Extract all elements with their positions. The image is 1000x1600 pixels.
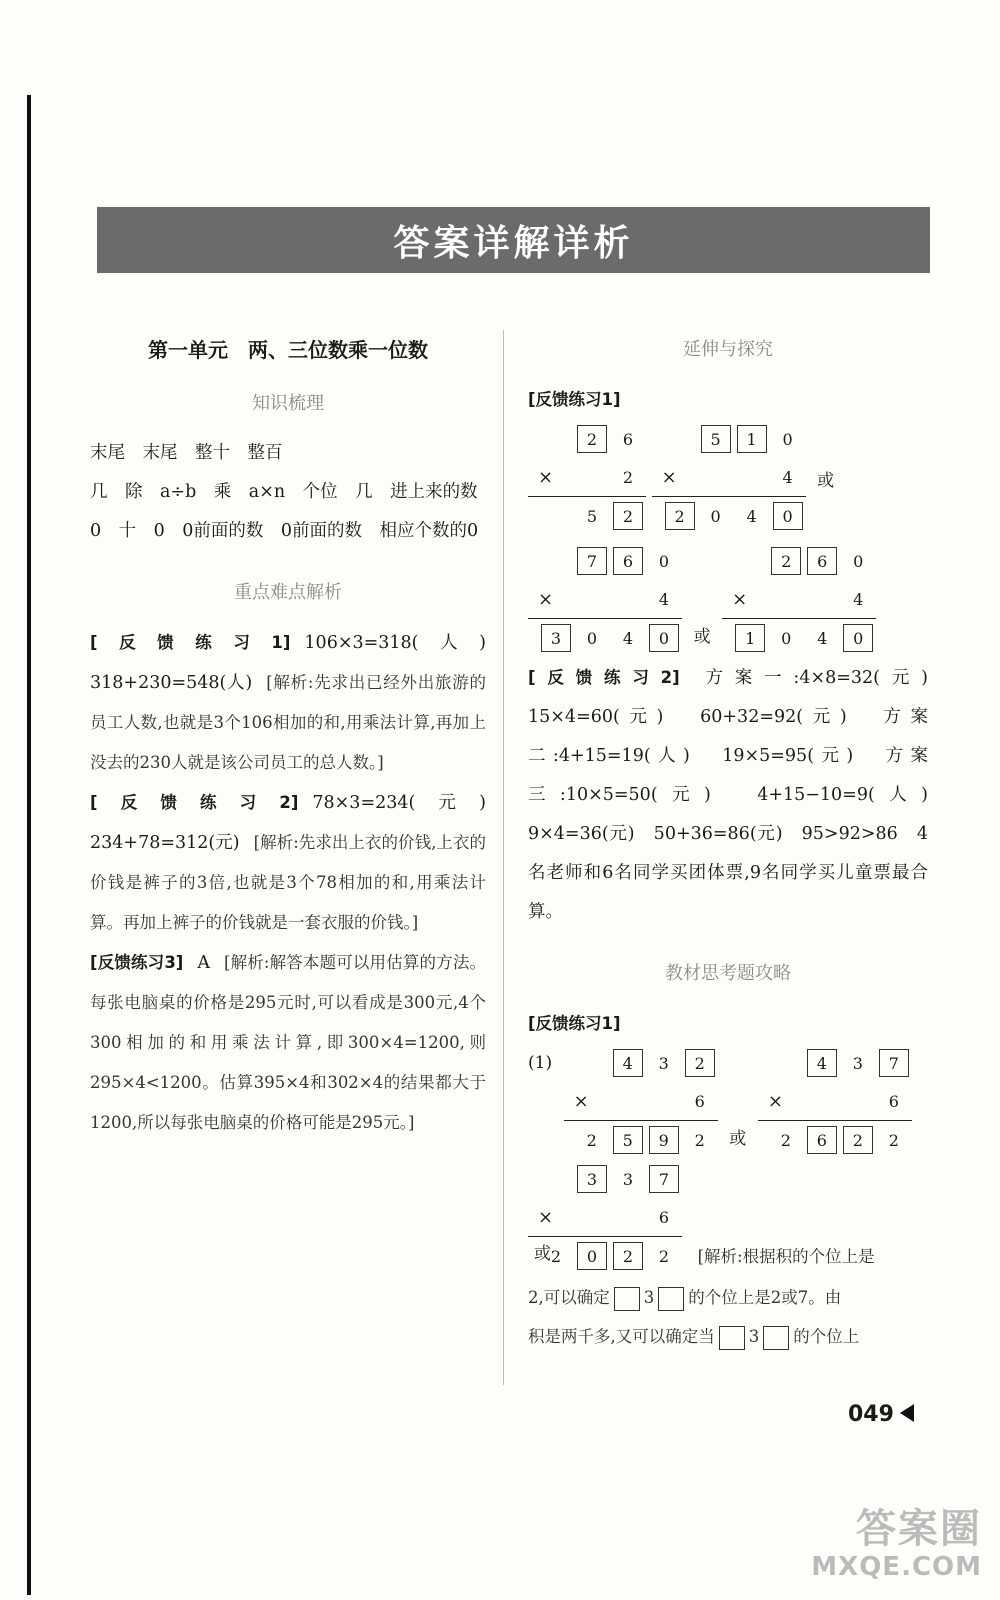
digit: 6 xyxy=(888,1091,899,1111)
exercise-tag: [反馈练习1] xyxy=(528,1014,621,1033)
exercise-note: [解析:先求出已经外出旅游的员工人数,也就是3个106相加的和,用乘法计算,再加上没去的230人就是该公司员工的总人数。] xyxy=(90,673,487,772)
multiplication xyxy=(564,1044,718,1159)
blank-box xyxy=(719,1326,745,1350)
multiplication xyxy=(722,542,876,657)
digit-box: 1 xyxy=(735,624,765,652)
times-sign: × xyxy=(573,1090,589,1112)
digit-box: 7 xyxy=(577,547,607,575)
multiplication-row-4 xyxy=(528,1160,928,1278)
digit-box: 9 xyxy=(649,1126,679,1154)
digit: 0 xyxy=(710,506,721,526)
digit: 2 xyxy=(550,1246,562,1266)
knowledge-line-2: 几 除 a÷b 乘 a×n 个位 几 进上来的数 xyxy=(90,482,478,502)
digit-box: 2 xyxy=(685,1049,715,1077)
digit-box: 6 xyxy=(807,547,837,575)
page-title: 答案详解详析 xyxy=(393,222,634,264)
right-column xyxy=(528,330,946,1356)
digit: 4 xyxy=(622,628,634,648)
multiplication-row-1 xyxy=(528,420,928,532)
digit: 3 xyxy=(852,1053,863,1073)
digit-box: 3 xyxy=(577,1165,607,1193)
digit: 0 xyxy=(853,551,864,571)
question-number: (1) xyxy=(528,1053,553,1073)
exercise-note: [解析:先求出上衣的价钱,上衣的价钱是裤子的3倍,也就是3个78相加的和,用乘法计算。再加上裤子的价钱就是一套衣服的价钱。] xyxy=(90,833,486,932)
digit-box: 0 xyxy=(577,1242,607,1270)
digit-box: 5 xyxy=(701,425,731,453)
digit-box: 2 xyxy=(613,502,643,530)
digit-box: 2 xyxy=(613,1242,643,1270)
or-label: 或 xyxy=(729,1129,747,1149)
digit-box: 2 xyxy=(771,547,801,575)
digit-box: 2 xyxy=(577,425,607,453)
multiplication xyxy=(758,1044,912,1159)
digit-box: 6 xyxy=(613,547,643,575)
column-divider xyxy=(503,330,504,1385)
section-textbook: 教材思考题攻略 xyxy=(665,963,791,984)
blank-box xyxy=(763,1326,789,1350)
digit: 6 xyxy=(622,429,634,449)
header-banner xyxy=(97,207,930,273)
digit-box: 0 xyxy=(773,502,803,530)
digit-box: 2 xyxy=(665,502,695,530)
blank-box xyxy=(658,1287,684,1311)
left-column xyxy=(90,330,504,1143)
exercise-tag: [反馈练习2] xyxy=(90,793,299,812)
digit: 4 xyxy=(817,628,828,648)
digit: 3 xyxy=(658,1053,669,1073)
exercise-tag: [反馈练习3] xyxy=(90,953,184,972)
exercise-tag: [反馈练习2] xyxy=(528,668,680,687)
digit-box: 1 xyxy=(737,425,767,453)
or-label: 或 xyxy=(693,627,711,647)
arrow-left-icon xyxy=(900,1404,914,1422)
exercise-2 xyxy=(528,658,946,932)
note-line-3: 积是两千多,又可以确定当 3 的个位上 xyxy=(528,1317,928,1356)
multiplication xyxy=(528,420,646,535)
digit: 0 xyxy=(781,628,792,648)
multiplication xyxy=(652,420,806,535)
knowledge-line-1: 末尾 末尾 整十 整百 xyxy=(90,443,283,463)
digit-box: 6 xyxy=(807,1126,837,1154)
unit-title: 第一单元 两、三位数乘一位数 xyxy=(148,338,428,362)
blank-box xyxy=(614,1287,640,1311)
digit-box: 2 xyxy=(843,1126,873,1154)
or-label: 或 xyxy=(534,1244,551,1264)
exercise-note: [解析:根据积的个位上是 xyxy=(697,1247,875,1266)
times-sign: × xyxy=(538,588,554,610)
exercise-tag: [反馈练习1] xyxy=(528,390,621,409)
watermark-logo: 答案圈 MXQE.COM xyxy=(811,1506,982,1582)
digit-box: 0 xyxy=(649,624,679,652)
exercise-answer: 106×3=318(人) 318+230=548(人) xyxy=(90,633,504,693)
digit-box: 7 xyxy=(649,1165,679,1193)
digit: 4 xyxy=(746,506,757,526)
digit: 6 xyxy=(694,1091,705,1111)
digit-box: 5 xyxy=(613,1126,643,1154)
exercise-answer: 78×3=234(元) 234+78=312(元) xyxy=(90,793,504,853)
digit-box: 4 xyxy=(613,1049,643,1077)
digit: 4 xyxy=(782,467,793,487)
times-sign: × xyxy=(767,1090,783,1112)
digit: 0 xyxy=(658,551,670,571)
exercise-2 xyxy=(90,783,504,943)
digit: 2 xyxy=(658,1246,670,1266)
exercise-tag: [反馈练习1] xyxy=(90,633,291,652)
digit: 0 xyxy=(782,429,793,449)
exercise-answer: A xyxy=(197,953,210,973)
exercise-note: [解析:解答本题可以用估算的方法。每张电脑桌的价格是295元时,可以看成是300元,4个300相加的和用乘法计算,即300×4=1200,则295×4<1200。估算395×4和302×4的结果都大于1200,所以每张电脑桌的价格可能是295元。] xyxy=(90,953,486,1132)
digit: 4 xyxy=(853,589,864,609)
digit: 2 xyxy=(888,1130,899,1150)
digit: 2 xyxy=(622,467,634,487)
digit-box: 0 xyxy=(843,624,873,652)
multiplication-row-2 xyxy=(528,542,928,658)
section-knowledge: 知识梳理 xyxy=(252,393,324,414)
exercise-answer: 方案一:4×8=32(元) 15×4=60(元) 60+32=92(元) 方案二:4+15=19(人) 19×5=95(元) 方案三:10×5=50(元) 4+15−10=9(人) 9×4=36(元) 50+36=86(元) 95>92>86 4名老师和6名同学买团体票,9名同学买儿童票最合算。 xyxy=(528,668,946,922)
knowledge-line-3: 0 十 0 0前面的数 0前面的数 相应个数的0 xyxy=(90,521,479,541)
exercise-1 xyxy=(90,623,504,783)
page-number: 049 xyxy=(848,1402,914,1427)
digit: 2 xyxy=(780,1130,791,1150)
section-extension: 延伸与探究 xyxy=(683,339,773,360)
digit-box: 3 xyxy=(541,624,571,652)
multiplication xyxy=(528,1160,682,1275)
digit: 4 xyxy=(658,589,670,609)
spine-line xyxy=(27,95,31,1595)
times-sign: × xyxy=(538,466,554,488)
digit: 6 xyxy=(658,1207,670,1227)
exercise-3 xyxy=(90,943,486,1143)
digit: 5 xyxy=(586,506,598,526)
times-sign: × xyxy=(538,1206,554,1228)
digit-box: 7 xyxy=(879,1049,909,1077)
times-sign: × xyxy=(661,466,677,488)
digit: 3 xyxy=(622,1169,634,1189)
digit-box: 4 xyxy=(807,1049,837,1077)
digit: 2 xyxy=(586,1130,597,1150)
digit: 0 xyxy=(586,628,598,648)
digit: 2 xyxy=(694,1130,705,1150)
note-line-2: 2,可以确定 3 的个位上是2或7。由 xyxy=(528,1278,928,1317)
times-sign: × xyxy=(732,588,748,610)
section-key-points: 重点难点解析 xyxy=(234,582,342,603)
or-label: 或 xyxy=(817,471,835,491)
multiplication xyxy=(528,542,682,657)
